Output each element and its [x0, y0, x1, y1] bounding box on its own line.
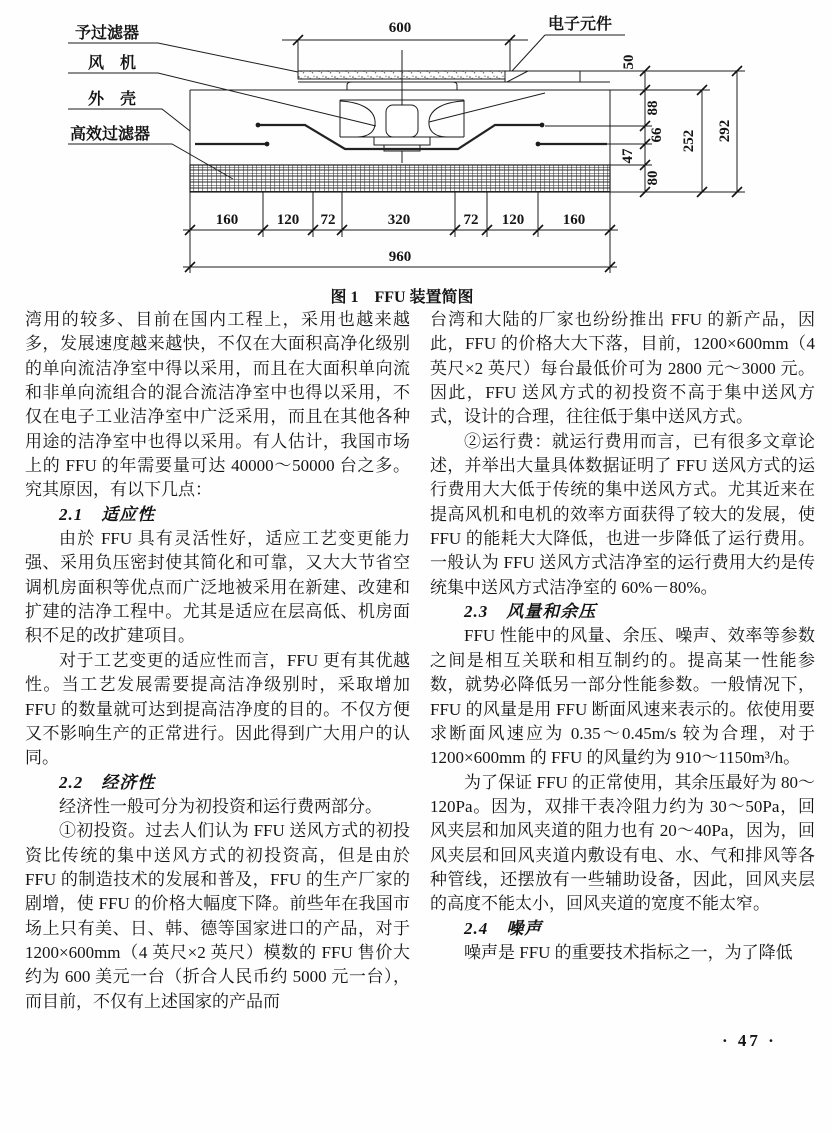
fan-motor — [386, 105, 418, 137]
paragraph: 噪声是 FFU 的重要技术指标之一，为了降低 — [464, 942, 793, 962]
dim-252: 252 — [681, 129, 697, 153]
hepa-filter — [190, 165, 610, 192]
paragraph: 湾用的较多、目前在国内工程上，采用也越来越多，发展速度越来越快，不仅在大面积高净化级别的单向流洁净室中得以采用，而且在大面积单向流和非单向流组合的混合流洁净室中也得以采用，不仅在电子工业洁净室中广泛采用，而且在其他各种用途的洁净室中也得以采用。有人估计，我国市场上的 FFU 的年需要量可达 40000～50000 台之多。究其原因，有以下几点： — [25, 310, 410, 500]
dim-72-left: 72 — [320, 212, 336, 228]
dim-160-left: 160 — [215, 212, 239, 228]
dim-960: 960 — [388, 249, 412, 265]
section-heading-2-4: 2.4 噪声 — [464, 918, 543, 938]
paragraph: FFU 性能中的风量、余压、噪声、效率等参数之间是相互关联和相互制约的。提高某一性能参数，就势必降低另一部分性能参数。一般情况下，FFU 的风量是用 FFU 断面风速来表示的。依使用要求断面风速应为 0.35～0.45m/s 较为合理，对于 1200×600mm 的 FFU 的风量约为 910～1150m³/h。 — [430, 626, 815, 768]
section-heading-2-3: 2.3 风量和余压 — [464, 602, 597, 622]
dim-160-right: 160 — [562, 212, 586, 228]
section-heading-2-1: 2.1 适应性 — [59, 504, 156, 524]
page-number: · 47 · — [722, 1031, 777, 1050]
component-labels — [68, 14, 625, 179]
paragraph: 经济性一般可分为初投资和运行费两部分。 — [59, 796, 382, 816]
paragraph: ②运行费：就运行费用而言，已有很多文章论述，并举出大量具体数据证明了 FFU 送风方式的运行费用大大低于传统的集中送风方式。尤其近来在提高风机和电机的效率方面获得了较大的发展，使 FFU 的能耗大大降低，也进一步降低了运行费用。一般认为 FFU 送风方式洁净室的运行费用大约是传统集中送风方式洁净室的 60%－80%。 — [430, 431, 815, 597]
left-column — [25, 308, 410, 1014]
label-prefilter: 予过滤器 — [75, 25, 140, 42]
label-electronics: 电子元件 — [548, 16, 613, 33]
paragraph: ①初投资。过去人们认为 FFU 送风方式的初投资比传统的集中送风方式的初投资高，但是由於 FFU 的制造技术的发展和普及，FFU 的生产厂家的剧增，使 FFU 的价格大幅度下降。前些年在我国市场上只有美、日、韩、德等国家进口的产品，对于 1200×600mm（4 英尺×2 英尺）模数的 FFU 售价大约为 600 美元一台（折合人民币约 5000 元一台），而目前，不仅有上述国家的产品而 — [25, 821, 410, 1011]
dim-50: 50 — [621, 54, 637, 70]
label-fan: 风 机 — [88, 55, 137, 72]
dim-72-right: 72 — [463, 212, 479, 228]
dim-88: 88 — [645, 100, 661, 116]
dim-66: 66 — [649, 127, 665, 143]
paragraph: 对于工艺变更的适应性而言，FFU 更有其优越性。当工艺发展需要提高洁净级别时，采取增加 FFU 的数量就可达到提高洁净度的目的。不仅方便又不影响生产的正常进行。因此得到广大用户的认同。 — [25, 650, 410, 768]
section-heading-2-2: 2.2 经济性 — [59, 772, 156, 792]
dim-120-left: 120 — [276, 212, 300, 228]
figure-caption: 图 1 FFU 装置简图 — [330, 289, 474, 306]
dim-292: 292 — [717, 119, 733, 143]
label-housing: 外 壳 — [88, 91, 137, 108]
dim-47: 47 — [620, 148, 636, 164]
dim-600: 600 — [388, 20, 412, 36]
unit-body — [190, 50, 745, 192]
article-body — [25, 308, 815, 1014]
dim-top-600 — [282, 20, 528, 71]
dim-320: 320 — [387, 212, 411, 228]
ffu-diagram — [0, 5, 833, 310]
right-column — [430, 308, 815, 1014]
label-hepa: 高效过滤器 — [70, 126, 151, 143]
paragraph: 由於 FFU 具有灵活性好，适应工艺变更能力强、采用负压密封使其简化和可靠，又大大节省空调机房面积等优点而广泛地被采用在新建、改建和扩建的洁净工程中。尤其是适应在层高低、机房面积不足的改扩建项目。 — [25, 529, 410, 646]
dim-120-right: 120 — [501, 212, 525, 228]
paragraph: 台湾和大陆的厂家也纷纷推出 FFU 的新产品，因此，FFU 的价格大大下落，目前，1200×600mm（4 英尺×2 英尺）每台最低价可为 2800 元～3000 元。因此，FFU 送风方式的初投资不高于集中送风方式，设计的合理，往往低于集中送风方式。 — [430, 310, 815, 427]
dim-80: 80 — [645, 170, 661, 186]
figure-1 — [0, 5, 833, 315]
paragraph: 为了保证 FFU 的正常使用，其余压最好为 80～120Pa。因为，双排干表冷阻力约为 30～50Pa，回风夹层和加风夹道的阻力也有 20～40Pa，因为，回风夹层和回风夹道内敷设有电、水、气和排风等各种管线，还摆放有一些辅助设备，因此，回风夹层的高度不能太小，回风夹道的宽度不能太窄。 — [430, 772, 815, 914]
dim-bottom-chains — [183, 192, 618, 273]
